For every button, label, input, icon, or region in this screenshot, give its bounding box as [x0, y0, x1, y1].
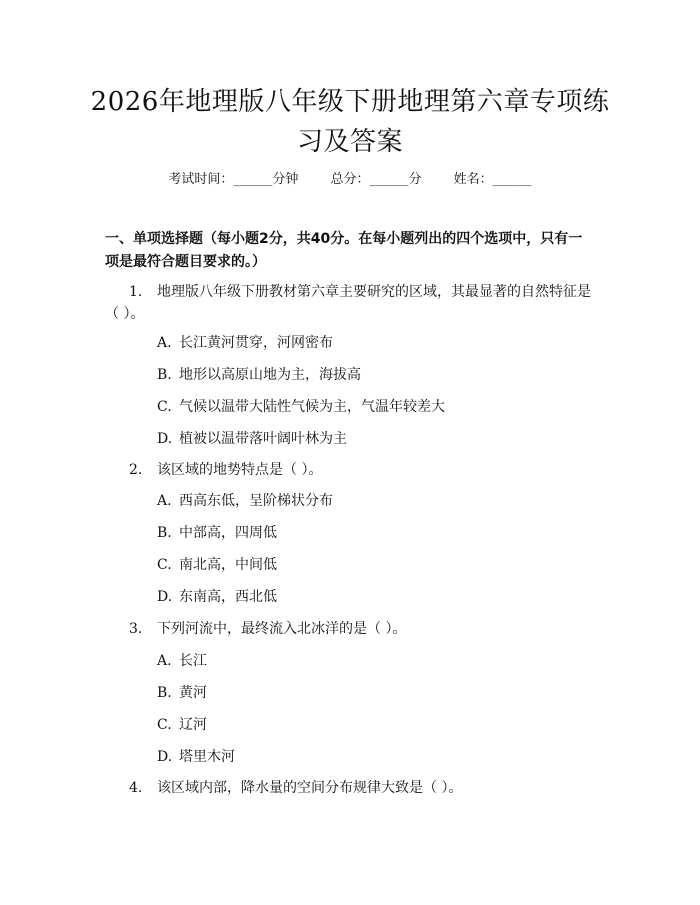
option-text: 西高东低，呈阶梯状分布 — [179, 493, 333, 509]
option-3a — [157, 651, 207, 671]
option-text: 地形以高原山地为主，海拔高 — [179, 367, 361, 383]
option-2b — [157, 523, 277, 543]
question-text: 地理版八年级下册教材第六章主要研究的区域，其最显著的自然特征是（ ）。 — [105, 284, 591, 322]
option-text: 植被以温带落叶阔叶林为主 — [179, 431, 347, 447]
option-text: 辽河 — [179, 717, 207, 733]
option-text: 长江 — [179, 653, 207, 669]
option-letter: B. — [157, 685, 172, 701]
option-letter: B. — [157, 367, 172, 383]
section-heading: 一、单项选择题（每小题2分，共40分。在每小题列出的四个选项中，只有一项是最符合题目要求的。） — [105, 231, 583, 270]
option-text: 气候以温带大陆性气候为主，气温年较差大 — [179, 399, 445, 415]
exam-meta — [0, 168, 700, 187]
option-3c — [157, 715, 207, 735]
option-letter: D. — [157, 749, 173, 765]
option-letter: C. — [157, 557, 172, 573]
option-letter: B. — [157, 525, 172, 541]
option-2d — [157, 587, 277, 607]
exam-time-field: 考试时间：______分钟 — [168, 172, 299, 187]
option-2c — [157, 555, 277, 575]
question-number: 4. — [129, 780, 143, 796]
question-number: 3. — [129, 621, 143, 637]
option-1c — [157, 397, 445, 417]
question-text: 该区域内部，降水量的空间分布规律大致是（ ）。 — [157, 780, 463, 796]
total-score-field: 总分：______分 — [330, 172, 422, 187]
option-letter: C. — [157, 717, 172, 733]
option-text: 长江黄河贯穿，河网密布 — [179, 335, 333, 351]
option-letter: A. — [157, 493, 172, 509]
question-4 — [105, 777, 595, 799]
question-text: 该区域的地势特点是（ ）。 — [157, 462, 323, 478]
question-1 — [105, 281, 595, 325]
question-number: 1. — [129, 284, 143, 300]
option-3d — [157, 747, 235, 767]
option-text: 东南高，西北低 — [179, 589, 277, 605]
option-text: 中部高，四周低 — [179, 525, 277, 541]
page-title: 2026年地理版八年级下册地理第六章专项练习及答案 — [90, 87, 610, 157]
question-2 — [105, 459, 595, 481]
option-3b — [157, 683, 207, 703]
option-1a — [157, 333, 333, 353]
option-letter: A. — [157, 335, 172, 351]
question-3 — [105, 618, 595, 640]
option-text: 黄河 — [179, 685, 207, 701]
option-letter: C. — [157, 399, 172, 415]
question-text: 下列河流中，最终流入北冰洋的是（ ）。 — [157, 621, 407, 637]
option-2a — [157, 491, 333, 511]
option-letter: D. — [157, 431, 173, 447]
name-field: 姓名：______ — [453, 172, 532, 187]
option-text: 塔里木河 — [179, 749, 235, 765]
option-1b — [157, 365, 361, 385]
question-number: 2. — [129, 462, 143, 478]
option-1d — [157, 429, 347, 449]
option-letter: D. — [157, 589, 173, 605]
option-letter: A. — [157, 653, 172, 669]
option-text: 南北高，中间低 — [179, 557, 277, 573]
